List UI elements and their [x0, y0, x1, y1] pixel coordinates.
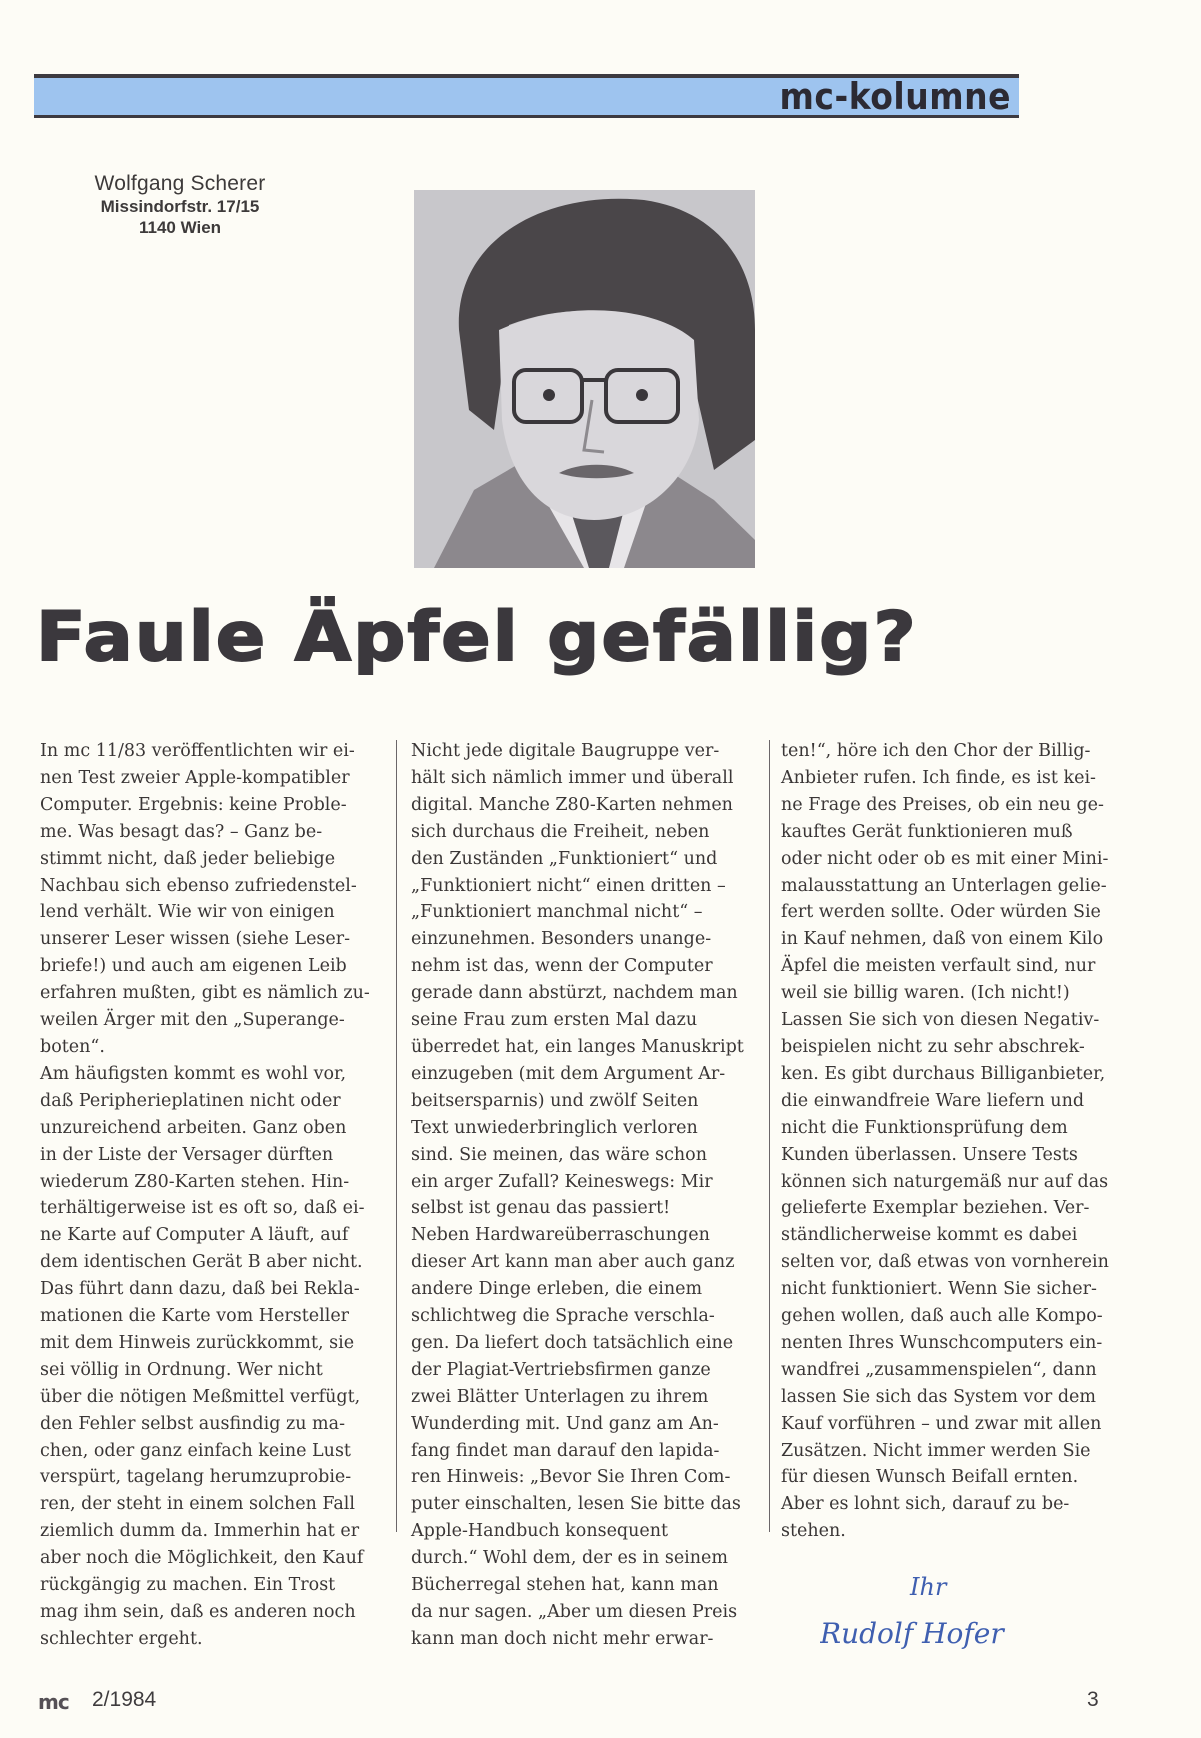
editor-signature — [820, 1565, 1080, 1669]
text-line: stehen. — [781, 1521, 846, 1542]
text-line: Aber es lohnt sich, darauf zu be- — [781, 1494, 1070, 1515]
text-line: dem identischen Gerät B aber nicht. — [40, 1252, 363, 1273]
text-line: chen, oder ganz einfach keine Lust — [40, 1440, 351, 1461]
text-line: seine Frau zum ersten Mal dazu — [411, 1010, 698, 1031]
author-street: Missindorfstr. 17/15 — [100, 197, 260, 216]
handwritten-signature — [820, 1565, 1080, 1665]
text-line: dieser Art kann man aber auch ganz — [411, 1252, 735, 1273]
text-line: Bücherregal stehen hat, kann man — [411, 1575, 719, 1596]
page-number: 3 — [1087, 1688, 1099, 1711]
text-line: oder nicht oder ob es mit einer Mini- — [781, 848, 1109, 869]
text-line: Das führt dann dazu, daß bei Rekla- — [40, 1279, 360, 1300]
text-line: stimmt nicht, daß jeder beliebige — [40, 848, 336, 869]
text-line: nenten Ihres Wunschcomputers ein- — [781, 1332, 1103, 1353]
text-line: wiederum Z80-Karten stehen. Hin- — [40, 1171, 350, 1192]
text-line: lend verhält. Wie wir von einigen — [40, 902, 335, 923]
article-headline: Faule Äpfel gefällig? — [36, 598, 918, 677]
text-line: „Funktioniert nicht“ einen dritten – — [411, 875, 726, 896]
text-line: ein arger Zufall? Keineswegs: Mir — [411, 1171, 713, 1192]
text-line: Apple-Handbuch konsequent — [411, 1521, 669, 1542]
text-line: hält sich nämlich immer und überall — [411, 767, 734, 788]
text-line: ziemlich dumm da. Immerhin hat er — [40, 1521, 360, 1542]
text-line: kauftes Gerät funktionieren muß — [781, 821, 1073, 842]
text-line: ne Frage des Preises, ob ein neu ge- — [781, 794, 1104, 815]
text-line: gerade dann abstürzt, nachdem man — [411, 983, 738, 1004]
text-line: einzunehmen. Besonders unange- — [411, 929, 712, 950]
text-line: wandfrei „zusammenspielen“, dann — [781, 1359, 1097, 1380]
issue-number: 2/1984 — [92, 1688, 157, 1711]
text-line: der Plagiat-Vertriebsfirmen ganze — [411, 1359, 711, 1380]
text-line: fang findet man darauf den lapida- — [411, 1440, 720, 1461]
text-line: durch.“ Wohl dem, der es in seinem — [411, 1548, 728, 1569]
text-line: sei völlig in Ordnung. Wer nicht — [40, 1359, 323, 1380]
text-line: gelieferte Exemplar beziehen. Ver- — [781, 1198, 1090, 1219]
text-line: unserer Leser wissen (siehe Leser- — [40, 929, 351, 950]
text-line: andere Dinge erleben, die einem — [411, 1279, 703, 1300]
text-line: einzugeben (mit dem Argument Ar- — [411, 1063, 726, 1084]
text-line: boten“. — [40, 1036, 105, 1057]
section-banner — [34, 74, 1019, 118]
text-line: Computer. Ergebnis: keine Proble- — [40, 794, 347, 815]
text-line: die einwandfreie Ware liefern und — [781, 1090, 1085, 1111]
text-line: sind. Sie meinen, das wäre schon — [411, 1144, 707, 1165]
text-line: verspürt, tagelang herumzuprobie- — [40, 1467, 352, 1488]
section-title: mc-kolumne — [779, 75, 1011, 118]
text-line: in Kauf nehmen, daß von einem Kilo — [781, 929, 1104, 950]
text-line: in der Liste der Versager dürften — [40, 1144, 334, 1165]
text-line: da nur sagen. „Aber um diesen Preis — [411, 1602, 738, 1622]
text-line: Nicht jede digitale Baugruppe ver- — [411, 741, 720, 761]
text-line: Kauf vorführen – und zwar mit allen — [781, 1413, 1102, 1434]
text-line: nen Test zweier Apple-kompatibler — [40, 767, 350, 788]
text-line: für diesen Wunsch Beifall ernten. — [781, 1467, 1079, 1488]
text-line: rückgängig zu machen. Ein Trost — [40, 1575, 336, 1596]
text-line: fert werden sollte. Oder würden Sie — [781, 902, 1101, 923]
signature-line-2: Rudolf Hofer — [820, 1617, 1004, 1650]
text-line: sich durchaus die Freiheit, neben — [411, 821, 710, 842]
text-line: ken. Es gibt durchaus Billiganbieter, — [781, 1063, 1106, 1084]
portrait-image — [414, 190, 755, 568]
signature-line-1: Ihr — [910, 1573, 947, 1601]
text-line: me. Was besagt das? – Ganz be- — [40, 821, 323, 842]
text-line: Kunden überlassen. Unsere Tests — [781, 1144, 1078, 1165]
text-line: den Zuständen „Funktioniert“ und — [411, 848, 718, 869]
text-line: selten vor, daß etwas von vornherein — [781, 1252, 1109, 1273]
text-line: Anbieter rufen. Ich finde, es ist kei- — [781, 767, 1096, 788]
column-divider — [769, 740, 770, 1532]
text-line: nicht funktioniert. Wenn Sie sicher- — [781, 1279, 1097, 1300]
text-line: Neben Hardwareüberraschungen — [411, 1225, 710, 1246]
article-column-1 — [40, 738, 370, 1653]
text-line: Zusätzen. Nicht immer werden Sie — [781, 1440, 1091, 1461]
text-line: terhältigerweise ist es oft so, daß ei- — [40, 1198, 365, 1219]
text-line: den Fehler selbst ausfindig zu ma- — [40, 1413, 345, 1434]
text-line: ren Hinweis: „Bevor Sie Ihren Com- — [411, 1467, 731, 1488]
text-line: Äpfel die meisten verfault sind, nur — [781, 956, 1096, 977]
text-line: ren, der steht in einem solchen Fall — [40, 1494, 355, 1515]
text-line: malausstattung an Unterlagen gelie- — [781, 875, 1107, 896]
text-line: briefe!) und auch am eigenen Leib — [40, 956, 347, 977]
column-divider — [396, 740, 397, 1532]
article-column-2 — [411, 738, 744, 1653]
text-line: Lassen Sie sich von diesen Negativ- — [781, 1010, 1100, 1031]
author-city: 1140 Wien — [138, 218, 222, 237]
author-address — [75, 172, 285, 238]
text-line: aber noch die Möglichkeit, den Kauf — [40, 1548, 364, 1569]
text-line: beitsersparnis) und zwölf Seiten — [411, 1090, 699, 1111]
text-line: „Funktioniert manchmal nicht“ – — [411, 902, 703, 923]
text-line: Am häufigsten kommt es wohl vor, — [40, 1063, 347, 1084]
magazine-logo: mc — [38, 1690, 69, 1714]
text-line: digital. Manche Z80-Karten nehmen — [411, 794, 733, 815]
text-line: Wunderding mit. Und ganz am An- — [411, 1413, 719, 1434]
text-line: mag ihm sein, daß es anderen noch — [40, 1602, 356, 1622]
text-line: Text unwiederbringlich verloren — [411, 1117, 698, 1138]
text-line: puter einschalten, lesen Sie bitte das — [411, 1494, 741, 1515]
author-photo — [414, 190, 755, 568]
text-line: ten!“, höre ich den Chor der Billig- — [781, 741, 1091, 761]
text-line: über die nötigen Meßmittel verfügt, — [40, 1386, 361, 1407]
article-column-3 — [781, 738, 1109, 1545]
author-name: Wolfgang Scherer — [94, 172, 266, 195]
text-line: In mc 11/83 veröffentlichten wir ei- — [40, 741, 355, 761]
text-line: kann man doch nicht mehr erwar- — [411, 1628, 714, 1649]
text-line: weilen Ärger mit den „Superange- — [40, 1010, 345, 1031]
text-line: schlichtweg die Sprache verschla- — [411, 1306, 715, 1327]
text-line: schlechter ergeht. — [40, 1628, 203, 1649]
text-line: beispielen nicht zu sehr abschrek- — [781, 1036, 1085, 1057]
text-line: selbst ist genau das passiert! — [411, 1198, 671, 1219]
text-line: ständlicherweise kommt es dabei — [781, 1225, 1078, 1246]
text-line: ne Karte auf Computer A läuft, auf — [40, 1225, 349, 1246]
text-line: mationen die Karte vom Hersteller — [40, 1306, 350, 1327]
text-line: können sich naturgemäß nur auf das — [781, 1171, 1109, 1192]
text-line: daß Peripherieplatinen nicht oder — [40, 1090, 341, 1111]
text-line: Nachbau sich ebenso zufriedenstel- — [40, 875, 357, 896]
text-line: mit dem Hinweis zurückkommt, sie — [40, 1332, 355, 1353]
text-line: weil sie billig waren. (Ich nicht!) — [781, 983, 1070, 1004]
text-line: gen. Da liefert doch tatsächlich eine — [411, 1332, 734, 1353]
text-line: gehen wollen, daß auch alle Kompo- — [781, 1306, 1103, 1327]
text-line: nehm ist das, wenn der Computer — [411, 956, 713, 977]
text-line: nicht die Funktionsprüfung dem — [781, 1117, 1068, 1138]
text-line: zwei Blätter Unterlagen zu ihrem — [411, 1386, 709, 1407]
text-line: lassen Sie sich das System vor dem — [781, 1386, 1096, 1407]
text-line: überredet hat, ein langes Manuskript — [411, 1036, 744, 1057]
text-line: unzureichend arbeiten. Ganz oben — [40, 1117, 347, 1138]
text-line: erfahren mußten, gibt es nämlich zu- — [40, 983, 370, 1004]
